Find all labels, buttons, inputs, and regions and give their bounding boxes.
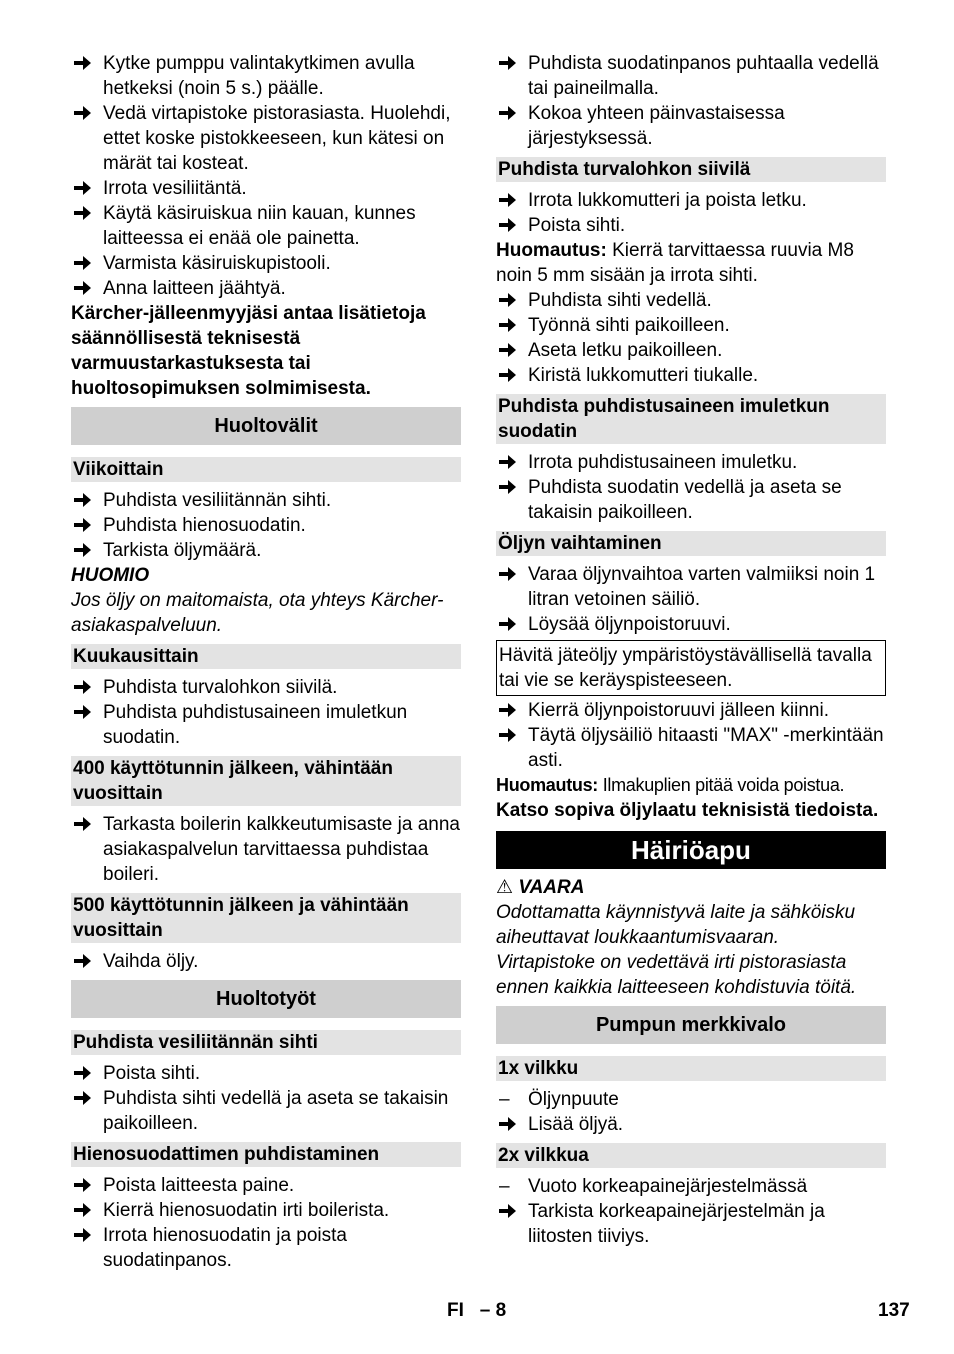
arrow-icon	[499, 702, 517, 718]
notice-heading: HUOMIO	[71, 565, 150, 586]
item-text: Puhdista sihti vedellä ja aseta se takaisin paikoilleen.	[103, 1088, 449, 1134]
arrow-icon	[74, 679, 92, 695]
arrow-icon	[74, 280, 92, 296]
arrow-icon-wrap	[499, 313, 523, 338]
arrow-icon	[74, 953, 92, 969]
arrow-icon	[74, 492, 92, 508]
arrow-icon	[74, 55, 92, 71]
instruction-item	[496, 338, 886, 363]
right-column	[496, 51, 886, 1249]
item-text: Varaa öljynvaihtoa varten valmiiksi noin 1 litran vetoinen säiliö.	[528, 564, 876, 610]
arrow-icon-wrap	[499, 363, 523, 388]
instruction-item	[71, 51, 461, 101]
subsection-heading: Hienosuodattimen puhdistaminen	[71, 1142, 461, 1167]
arrow-icon	[74, 517, 92, 533]
arrow-icon	[499, 566, 517, 582]
instruction-item	[496, 612, 886, 637]
note-label: Huomautus:	[496, 775, 598, 795]
item-text: Kierrä öljynpoistoruuvi jälleen kiinni.	[528, 700, 829, 721]
subsection-heading: 500 käyttötunnin jälkeen ja vähintään vuosittain	[71, 893, 461, 943]
item-text: Poista sihti.	[528, 215, 626, 236]
item-text: Puhdista suodatin vedellä ja aseta se takaisin paikoilleen.	[528, 477, 842, 523]
arrow-icon	[499, 105, 517, 121]
footer-language: FI	[447, 1300, 464, 1321]
item-text: Kokoa yhteen päinvastaisessa järjestyksessä.	[528, 103, 785, 149]
item-text: Puhdista vesiliitännän sihti.	[103, 490, 332, 511]
note-text: Ilmakuplien pitää voida poistua.	[598, 775, 845, 795]
dash-list-item	[496, 1174, 886, 1199]
instruction-item	[496, 313, 886, 338]
chapter-heading: Häiriöapu	[496, 831, 886, 869]
page-number: 137	[878, 1300, 910, 1321]
arrow-icon	[499, 317, 517, 333]
warning-triangle-icon: ⚠	[496, 877, 519, 898]
item-text: Kytke pumppu valintakytkimen avulla hetkeksi (noin 5 s.) päälle.	[103, 53, 415, 99]
item-text: Vaihda öljy.	[103, 951, 199, 972]
arrow-icon	[74, 255, 92, 271]
arrow-icon	[499, 454, 517, 470]
arrow-icon-wrap	[499, 51, 523, 76]
arrow-icon	[74, 105, 92, 121]
arrow-icon	[74, 180, 92, 196]
subsection-heading: Puhdista puhdistusaineen imuletkun suodatin	[496, 394, 886, 444]
instruction-item	[71, 949, 461, 974]
arrow-icon-wrap	[74, 1198, 98, 1223]
instruction-item	[496, 562, 886, 612]
italic-paragraph: Jos öljy on maitomaista, ota yhteys Kärcher-asiakaspalveluun.	[71, 590, 444, 636]
arrow-icon-wrap	[74, 51, 98, 76]
instruction-item	[71, 176, 461, 201]
item-text: Tarkista korkeapainejärjestelmän ja liitosten tiiviys.	[528, 1201, 825, 1247]
instruction-item	[71, 251, 461, 276]
instruction-item	[496, 101, 886, 151]
arrow-icon-wrap	[499, 213, 523, 238]
item-text: Työnnä sihti paikoilleen.	[528, 315, 730, 336]
arrow-icon	[499, 192, 517, 208]
subsection-heading: 2x vilkkua	[496, 1143, 886, 1168]
subsection-heading: 400 käyttötunnin jälkeen, vähintään vuosittain	[71, 756, 461, 806]
arrow-icon	[74, 205, 92, 221]
item-text: Tarkista öljymäärä.	[103, 540, 262, 561]
arrow-icon-wrap	[499, 562, 523, 587]
item-text: Täytä öljysäiliö hitaasti "MAX" -merkintään asti.	[528, 725, 884, 771]
instruction-item	[71, 276, 461, 301]
arrow-icon	[74, 816, 92, 832]
item-text: Kiristä lukkomutteri tiukalle.	[528, 365, 759, 386]
left-column	[71, 51, 461, 1273]
arrow-icon	[74, 542, 92, 558]
arrow-icon-wrap	[499, 101, 523, 126]
arrow-icon-wrap	[499, 1199, 523, 1224]
item-text: Puhdista puhdistusaineen imuletkun suodatin.	[103, 702, 408, 748]
subsection-heading: Öljyn vaihtaminen	[496, 531, 886, 556]
subsection-heading: 1x vilkku	[496, 1056, 886, 1081]
instruction-item	[496, 363, 886, 388]
instruction-item	[71, 675, 461, 700]
arrow-icon-wrap	[499, 450, 523, 475]
instruction-item	[71, 201, 461, 251]
instruction-item	[496, 723, 886, 773]
arrow-icon-wrap	[74, 488, 98, 513]
item-text: Puhdista sihti vedellä.	[528, 290, 712, 311]
danger-label: VAARA	[518, 877, 585, 898]
instruction-item	[71, 812, 461, 887]
arrow-icon	[74, 1227, 92, 1243]
instruction-item	[71, 1061, 461, 1086]
note-paragraph	[496, 238, 886, 288]
arrow-icon-wrap	[499, 338, 523, 363]
section-heading: Huoltovälit	[71, 407, 461, 445]
bold-paragraph: Katso sopiva öljylaatu teknisistä tiedoista.	[496, 800, 879, 821]
instruction-item	[496, 213, 886, 238]
footer-section-page: – 8	[479, 1300, 507, 1321]
arrow-icon-wrap	[74, 1173, 98, 1198]
subsection-heading: Viikoittain	[71, 457, 461, 482]
arrow-icon-wrap	[499, 288, 523, 313]
instruction-item	[496, 475, 886, 525]
danger-heading	[496, 875, 886, 900]
footer-section-label	[447, 1298, 506, 1323]
arrow-icon-wrap	[499, 1112, 523, 1137]
subsection-heading: Puhdista vesiliitännän sihti	[71, 1030, 461, 1055]
item-text: Irrota puhdistusaineen imuletku.	[528, 452, 798, 473]
arrow-icon-wrap	[74, 1223, 98, 1248]
section-heading: Huoltotyöt	[71, 980, 461, 1018]
instruction-item	[496, 288, 886, 313]
item-text: Irrota hienosuodatin ja poista suodatinpanos.	[103, 1225, 347, 1271]
item-text: Aseta letku paikoilleen.	[528, 340, 723, 361]
item-text: Anna laitteen jäähtyä.	[103, 278, 286, 299]
arrow-icon	[499, 616, 517, 632]
arrow-icon-wrap	[74, 251, 98, 276]
item-text: Kierrä hienosuodatin irti boilerista.	[103, 1200, 390, 1221]
note-text: Kierrä tarvittaessa ruuvia M8 noin 5 mm sisään ja irrota sihti.	[496, 240, 854, 286]
item-text: Vedä virtapistoke pistorasiasta. Huolehdi, ettet koske pistokkeeseen, kun kätesi on märät tai kosteat.	[103, 103, 451, 174]
item-text: Vuoto korkeapainejärjestelmässä	[528, 1176, 808, 1197]
arrow-icon-wrap	[74, 276, 98, 301]
instruction-item	[496, 188, 886, 213]
instruction-item	[496, 51, 886, 101]
arrow-icon-wrap	[499, 188, 523, 213]
arrow-icon-wrap	[74, 1086, 98, 1111]
item-text: Löysää öljynpoistoruuvi.	[528, 614, 731, 635]
arrow-icon	[499, 217, 517, 233]
arrow-icon	[499, 292, 517, 308]
arrow-icon-wrap	[74, 812, 98, 837]
item-text: Irrota lukkomutteri ja poista letku.	[528, 190, 807, 211]
item-text: Poista laitteesta paine.	[103, 1175, 295, 1196]
arrow-icon	[74, 704, 92, 720]
arrow-icon	[499, 727, 517, 743]
instruction-item	[71, 1173, 461, 1198]
arrow-icon	[74, 1065, 92, 1081]
instruction-item	[71, 101, 461, 176]
arrow-icon-wrap	[74, 538, 98, 563]
item-text: Poista sihti.	[103, 1063, 201, 1084]
arrow-icon	[499, 342, 517, 358]
instruction-item	[71, 1198, 461, 1223]
note-label: Huomautus:	[496, 240, 607, 261]
instruction-item	[71, 488, 461, 513]
dash-icon: –	[499, 1176, 510, 1197]
arrow-icon	[499, 367, 517, 383]
italic-paragraph: Odottamatta käynnistyvä laite ja sähköisku aiheuttavat loukkaantumisvaaran.	[496, 902, 856, 948]
item-text: Puhdista suodatinpanos puhtaalla vedellä tai paineilmalla.	[528, 53, 879, 99]
item-text: Tarkasta boilerin kalkkeutumisaste ja anna asiakaspalvelun tarvittaessa puhdistaa boileri.	[103, 814, 460, 885]
instruction-item	[71, 1086, 461, 1136]
item-text: Irrota vesiliitäntä.	[103, 178, 247, 199]
instruction-item	[496, 698, 886, 723]
item-text: Käytä käsiruiskua niin kauan, kunnes laitteessa ei enää ole painetta.	[103, 203, 416, 249]
bold-paragraph: Kärcher-jälleenmyyjäsi antaa lisätietoja säännöllisestä teknisestä varmuustarkastuksesta tai huoltosopimuksen solmimisesta.	[71, 303, 426, 399]
arrow-icon-wrap	[74, 201, 98, 226]
dash-icon: –	[499, 1089, 510, 1110]
arrow-icon	[499, 55, 517, 71]
instruction-item	[71, 700, 461, 750]
arrow-icon	[74, 1177, 92, 1193]
section-heading: Pumpun merkkivalo	[496, 1006, 886, 1044]
arrow-icon	[74, 1090, 92, 1106]
arrow-icon	[74, 1202, 92, 1218]
arrow-icon-wrap	[499, 475, 523, 500]
italic-paragraph: Virtapistoke on vedettävä irti pistorasiasta ennen kaikkia laitteeseen kohdistuvia töitä.	[496, 952, 857, 998]
item-text: Puhdista hienosuodatin.	[103, 515, 306, 536]
item-text: Puhdista turvalohkon siivilä.	[103, 677, 338, 698]
arrow-icon	[499, 1116, 517, 1132]
arrow-icon-wrap	[74, 513, 98, 538]
arrow-icon-wrap	[499, 723, 523, 748]
item-text: Öljynpuute	[528, 1089, 619, 1110]
instruction-item	[71, 513, 461, 538]
arrow-icon	[499, 1203, 517, 1219]
arrow-icon-wrap	[74, 101, 98, 126]
arrow-icon-wrap	[74, 949, 98, 974]
instruction-item	[496, 1199, 886, 1249]
arrow-icon-wrap	[74, 700, 98, 725]
note-paragraph	[496, 773, 886, 798]
arrow-icon-wrap	[74, 1061, 98, 1086]
instruction-item	[496, 1112, 886, 1137]
arrow-icon-wrap	[499, 612, 523, 637]
arrow-icon-wrap	[74, 176, 98, 201]
environment-notice-box: Hävitä jäteöljy ympäristöystävällisellä tavalla tai vie se keräyspisteeseen.	[496, 640, 886, 696]
instruction-item	[71, 538, 461, 563]
dash-list-item	[496, 1087, 886, 1112]
arrow-icon	[499, 479, 517, 495]
item-text: Varmista käsiruiskupistooli.	[103, 253, 331, 274]
instruction-item	[496, 450, 886, 475]
item-text: Lisää öljyä.	[528, 1114, 624, 1135]
arrow-icon-wrap	[74, 675, 98, 700]
arrow-icon-wrap	[499, 698, 523, 723]
subsection-heading: Kuukausittain	[71, 644, 461, 669]
subsection-heading: Puhdista turvalohkon siivilä	[496, 157, 886, 182]
instruction-item	[71, 1223, 461, 1273]
